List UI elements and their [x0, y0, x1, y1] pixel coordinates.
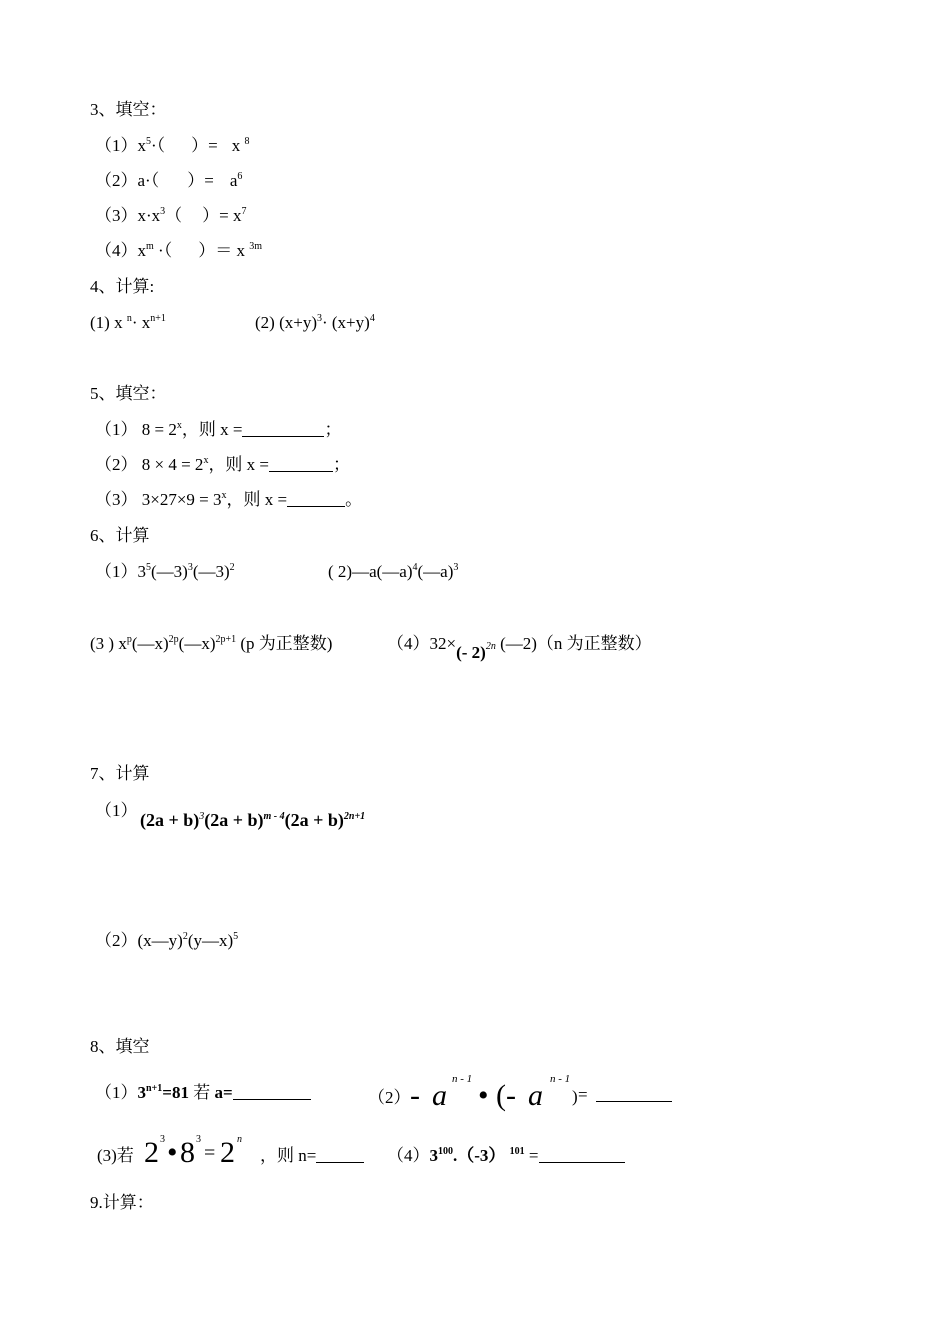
q9-heading: 9.计算： — [90, 1193, 154, 1212]
q4-heading: 4、计算: — [90, 277, 155, 296]
q8-item-2-label: （2） — [368, 1088, 411, 1107]
answer-blank[interactable] — [287, 490, 345, 507]
q3-item-4: $(4)x^m$ ·（ ）＝ x $^{3m}$ — [95, 241, 262, 260]
q3-item-1: $(1)x^5\cdot$（ ）= x $^8$ — [95, 136, 250, 155]
q8-item-4: $(4)3^{100}.(-3) ^{101}$ = — [387, 1141, 625, 1166]
q8-item-3-expr: 2 3 • 8 3 = 2 n — [144, 1134, 242, 1169]
q7-heading: 7、计算 — [90, 764, 150, 783]
q5-heading: 5、填空： — [90, 384, 167, 403]
q5-item-2: （2） $8 \times 4 = 2^x$，则 x = ； — [95, 455, 351, 474]
q6-heading: 6、计算 — [90, 526, 150, 545]
answer-blank[interactable] — [596, 1085, 672, 1102]
q3-heading: 3、填空： — [90, 100, 167, 119]
answer-blank[interactable] — [233, 1083, 311, 1100]
q6-item-1: $(1)3^5(—3)^3(—3)^2$ — [95, 562, 235, 581]
q8-heading: 8、填空 — [90, 1037, 150, 1056]
answer-blank[interactable] — [242, 420, 324, 437]
q8-item-3-tail: ，则 n= — [260, 1141, 364, 1166]
q6-item-3: (3 ) $x^p(—x)^{2p}(—x)^{2p+1}$ (p 为正整数) — [90, 634, 333, 653]
q5-item-3: （3） $3\times 27\times 9 = 3^x$，则 x = 。 — [95, 490, 363, 509]
q4-item-2: (2) $(x+y)^3\cdot (x+y)^4$ — [255, 313, 375, 332]
q5-item-1: （1） $8 = 2^x$，则 x = ； — [95, 420, 342, 439]
q7-item-1-label: （1） — [95, 801, 138, 820]
q6-item-4: （4）32×(- 2)2n (—2)（n 为正整数） — [387, 634, 652, 662]
answer-blank[interactable] — [316, 1146, 364, 1163]
q4-item-1: (1) x $^n\cdot x^{n+1}$ — [90, 313, 166, 332]
q3-item-3: $(3)x\cdot x^3$（ ）= $x^7$ — [95, 206, 247, 225]
q8-item-3-label: (3)若 — [97, 1146, 134, 1165]
q8-item-1: $(1)3^{n+1}=81$ 若 a= — [95, 1083, 311, 1103]
answer-blank[interactable] — [539, 1146, 625, 1163]
q7-item-1-expr: $(2a + b)^3(2a + b)^{m - 4}(2a + b)^{2n+1}$ — [140, 810, 366, 830]
q7-item-2: （2）(x—y)$^2$(y—x)$^5$ — [95, 931, 239, 950]
q3-item-2: （2）a·（ ）= $a^6$ — [95, 171, 243, 190]
answer-blank[interactable] — [269, 455, 333, 472]
q6-item-2: ( 2)—a(—a)$^4$(—a)$^3$ — [328, 562, 459, 581]
